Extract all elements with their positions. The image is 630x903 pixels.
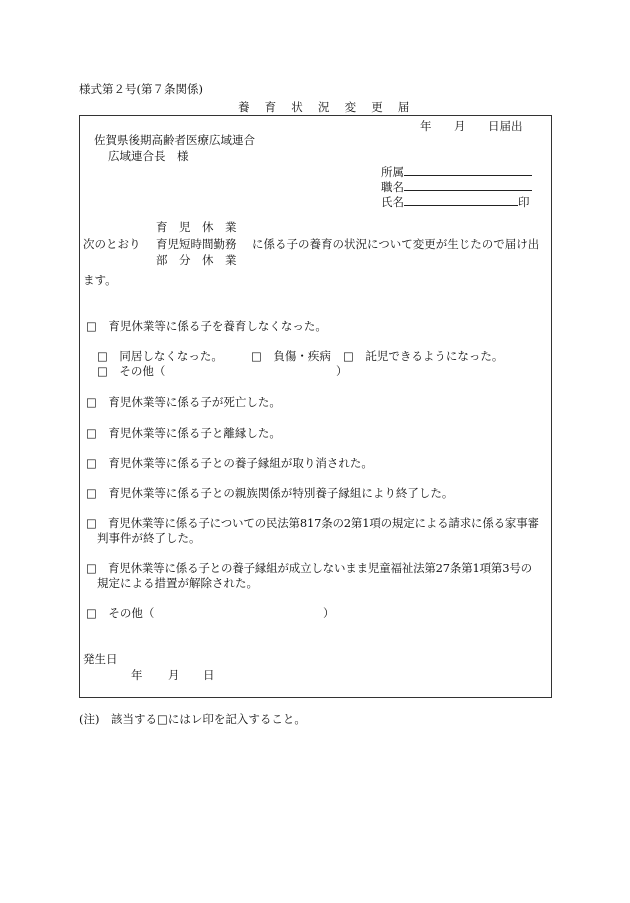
- item-no-longer-rearing[interactable]: □ 育児休業等に係る子を養育しなくなった。: [86, 319, 327, 333]
- date-month: 月: [454, 119, 466, 133]
- addressee-line1: 佐賀県後期高齢者医療広域連合: [94, 133, 255, 147]
- subitem-not-cohabiting[interactable]: □ 同居しなくなった。: [97, 349, 223, 363]
- affiliation-field[interactable]: [381, 164, 532, 180]
- item-child-disowned[interactable]: □ 育児休業等に係る子と離縁した。: [86, 426, 281, 440]
- checkbox[interactable]: □: [86, 456, 97, 470]
- item-other[interactable]: □ その他（: [86, 606, 155, 620]
- date-year: 年: [420, 119, 432, 133]
- checkbox[interactable]: □: [97, 349, 108, 363]
- checkbox[interactable]: □: [86, 486, 97, 500]
- intro-suffix: に係る子の養育の状況について変更が生じたので届け出: [252, 237, 540, 251]
- item-adoption-cancelled[interactable]: □ 育児休業等に係る子との養子縁組が取り消された。: [86, 456, 373, 470]
- checkbox[interactable]: □: [251, 349, 262, 363]
- occurrence-year: 年: [131, 668, 143, 682]
- occurrence-label: 発生日: [83, 652, 118, 666]
- subitem-other-close: ）: [336, 364, 348, 378]
- date-day-submitted: 日届出: [488, 119, 523, 133]
- occurrence-day: 日: [203, 668, 215, 682]
- item-civil-code-line2: 判事件が終了した。: [97, 531, 201, 545]
- item-other-close: ）: [323, 606, 335, 620]
- name-label: 氏名: [381, 195, 404, 209]
- leave-type-partial: 部 分 休 業: [156, 253, 237, 267]
- addressee-line2: 広域連合長 様: [108, 149, 189, 163]
- checkbox[interactable]: □: [86, 395, 97, 409]
- item-special-adoption[interactable]: □ 育児休業等に係る子との親族関係が特別養子縁組により終了した。: [86, 486, 454, 500]
- checkbox[interactable]: □: [343, 349, 354, 363]
- form-number: 様式第２号(第７条関係): [79, 82, 203, 96]
- subitem-childcare-available[interactable]: □ 託児できるようになった。: [343, 349, 504, 363]
- checkbox[interactable]: □: [97, 364, 108, 378]
- seal-mark: 印: [518, 195, 530, 209]
- item-child-died[interactable]: □ 育児休業等に係る子が死亡した。: [86, 395, 281, 409]
- footnote: (注) 該当する□にはレ印を記入すること。: [79, 712, 306, 726]
- item-welfare-law[interactable]: □ 育児休業等に係る子との養子縁組が成立しないまま児童福祉法第27条第1項第3号の: [86, 561, 532, 575]
- name-field[interactable]: [381, 194, 530, 210]
- subitem-injury-illness[interactable]: □ 負傷・疾病: [251, 349, 331, 363]
- position-field[interactable]: [381, 179, 532, 195]
- leave-type-childcare: 育 児 休 業: [156, 220, 237, 234]
- checkbox[interactable]: □: [86, 561, 97, 575]
- affiliation-line: [404, 164, 532, 176]
- position-label: 職名: [381, 180, 404, 194]
- affiliation-label: 所属: [381, 165, 404, 179]
- intro-end: ます。: [83, 273, 117, 287]
- intro-prefix: 次のとおり: [83, 237, 141, 251]
- checkbox[interactable]: □: [86, 606, 97, 620]
- checkbox[interactable]: □: [86, 426, 97, 440]
- position-line: [404, 179, 532, 191]
- item-welfare-law-line2: 規定による措置が解除された。: [97, 576, 258, 590]
- name-line: [404, 194, 518, 206]
- checkbox[interactable]: □: [86, 516, 97, 530]
- subitem-other[interactable]: □ その他（: [97, 364, 166, 378]
- leave-type-short-hours: 育児短時間勤務: [156, 237, 237, 251]
- occurrence-month: 月: [168, 668, 180, 682]
- item-civil-code[interactable]: □ 育児休業等に係る子についての民法第817条の2第1項の規定による請求に係る家事審: [86, 516, 539, 530]
- checkbox[interactable]: □: [86, 319, 97, 333]
- form-title: 養 育 状 況 変 更 届: [238, 100, 416, 114]
